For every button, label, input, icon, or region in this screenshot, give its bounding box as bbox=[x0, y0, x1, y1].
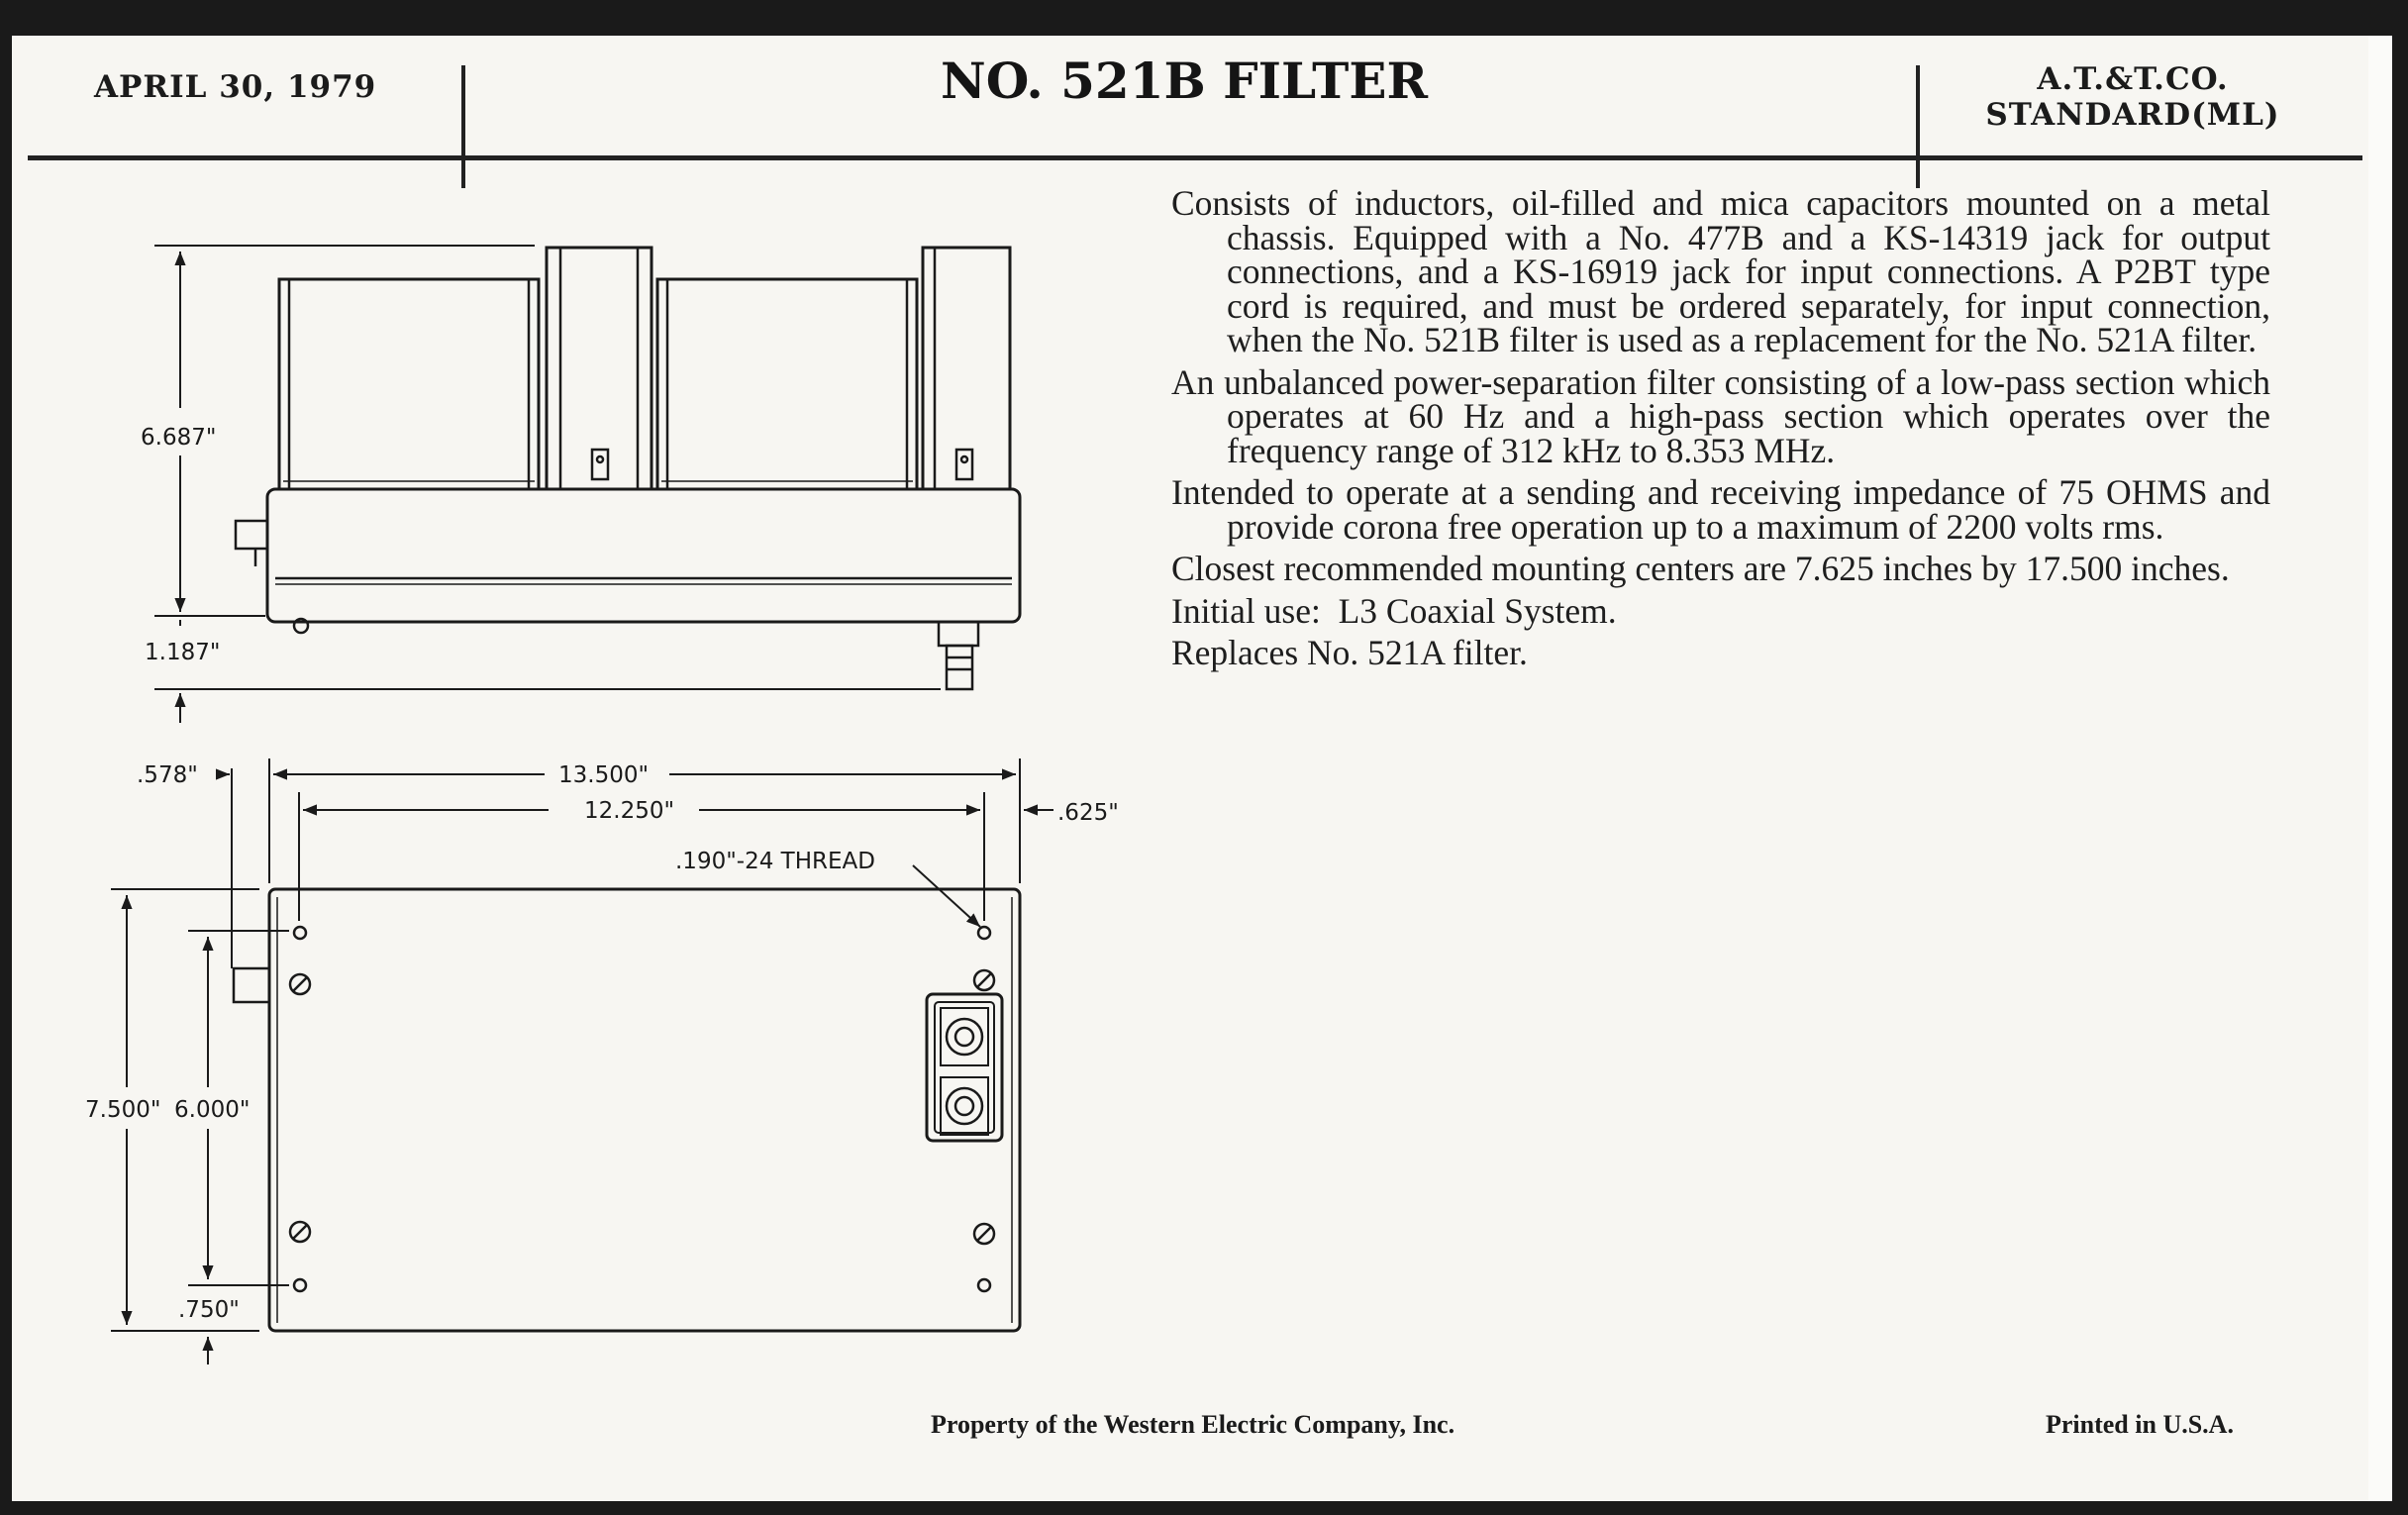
side-terminal-1-hole bbox=[597, 456, 603, 462]
screw-3-slot bbox=[293, 1225, 307, 1239]
coax-plate bbox=[927, 994, 1002, 1141]
side-can-right bbox=[657, 279, 917, 489]
coax-jack-2-ring bbox=[947, 1088, 982, 1124]
initial-use: Initial use: L3 Coaxial System. bbox=[1171, 590, 1617, 631]
dim-label-625: .625" bbox=[1057, 800, 1119, 826]
dim-label-7500: 7.500" bbox=[85, 1097, 161, 1123]
description-paragraph: An unbalanced power-separation filter consisting of a low-pass section which operates at 60 Hz and a high-pass section which operates over the frequency range of 312 kHz to 8.353 MHz. bbox=[1171, 361, 2270, 470]
footer-printed: Printed in U.S.A. bbox=[2046, 1410, 2234, 1439]
description-paragraph: Consists of inductors, oil-filled and mica capacitors mounted on a metal chassis. Equipped with a No. 477B and a KS-14319 jack for output connections, and a KS-16919 jack for input connections. A P2BT type cord is required, and must be ordered separately, for input connection, when the No. 521B filter is used as a replacement for the No. 521A filter. bbox=[1171, 183, 2270, 359]
top-left-jack bbox=[234, 968, 269, 1002]
thread-leader bbox=[913, 865, 980, 927]
header-date: APRIL 30, 1979 bbox=[94, 69, 377, 105]
screw-1-slot bbox=[293, 977, 307, 991]
side-chassis bbox=[267, 489, 1020, 622]
dim-label-13500: 13.500" bbox=[558, 762, 650, 788]
dim-label-12250: 12.250" bbox=[584, 798, 675, 824]
description-paragraph: Closest recommended mounting centers are 7.625 inches by 17.500 inches. bbox=[1171, 549, 2230, 588]
top-view bbox=[111, 758, 1054, 1364]
footer-property: Property of the Western Electric Company, Inc. bbox=[931, 1410, 1455, 1439]
side-terminal-2-hole bbox=[961, 456, 967, 462]
side-terminal-1 bbox=[592, 450, 608, 479]
coax-jack-1-ring bbox=[947, 1019, 982, 1055]
thread-label: .190"-24 THREAD bbox=[675, 849, 875, 874]
side-can-left bbox=[279, 279, 539, 489]
mount-hole-bl bbox=[294, 1279, 306, 1291]
screw-2-slot bbox=[977, 973, 991, 987]
mount-hole-tr bbox=[978, 927, 990, 939]
mount-hole-tl bbox=[294, 927, 306, 939]
replaces-note: Replaces No. 521A filter. bbox=[1171, 633, 1528, 672]
side-left-jack bbox=[236, 521, 267, 549]
dim-label-1187: 1.187" bbox=[145, 640, 221, 665]
dim-label-6000: 6.000" bbox=[174, 1097, 251, 1123]
dim-label-6687: 6.687" bbox=[141, 425, 217, 451]
side-connector-base bbox=[939, 622, 978, 646]
coax-jack-2-center bbox=[955, 1097, 973, 1115]
coax-jack-1-center bbox=[955, 1028, 973, 1046]
page-title: NO. 521B FILTER bbox=[940, 51, 1429, 110]
standard-line-2: STANDARD(ML) bbox=[1985, 97, 2280, 133]
coax-plate-inner bbox=[935, 1002, 994, 1133]
standard-line-1: A.T.&T.CO. bbox=[2037, 61, 2229, 97]
top-chassis bbox=[269, 889, 1020, 1331]
description bbox=[1171, 183, 2270, 678]
description-paragraph: Intended to operate at a sending and receiving impedance of 75 OHMS and provide corona free operation up to a maximum of 2200 volts rms. bbox=[1171, 472, 2270, 547]
side-center-module bbox=[547, 248, 652, 489]
screw-4-slot bbox=[977, 1227, 991, 1241]
mount-hole-br bbox=[978, 1279, 990, 1291]
side-connector-body bbox=[947, 646, 972, 689]
dim-label-578: .578" bbox=[137, 762, 198, 788]
dim-label-750: .750" bbox=[178, 1297, 240, 1323]
side-view bbox=[154, 246, 1020, 723]
side-terminal-2 bbox=[956, 450, 972, 479]
